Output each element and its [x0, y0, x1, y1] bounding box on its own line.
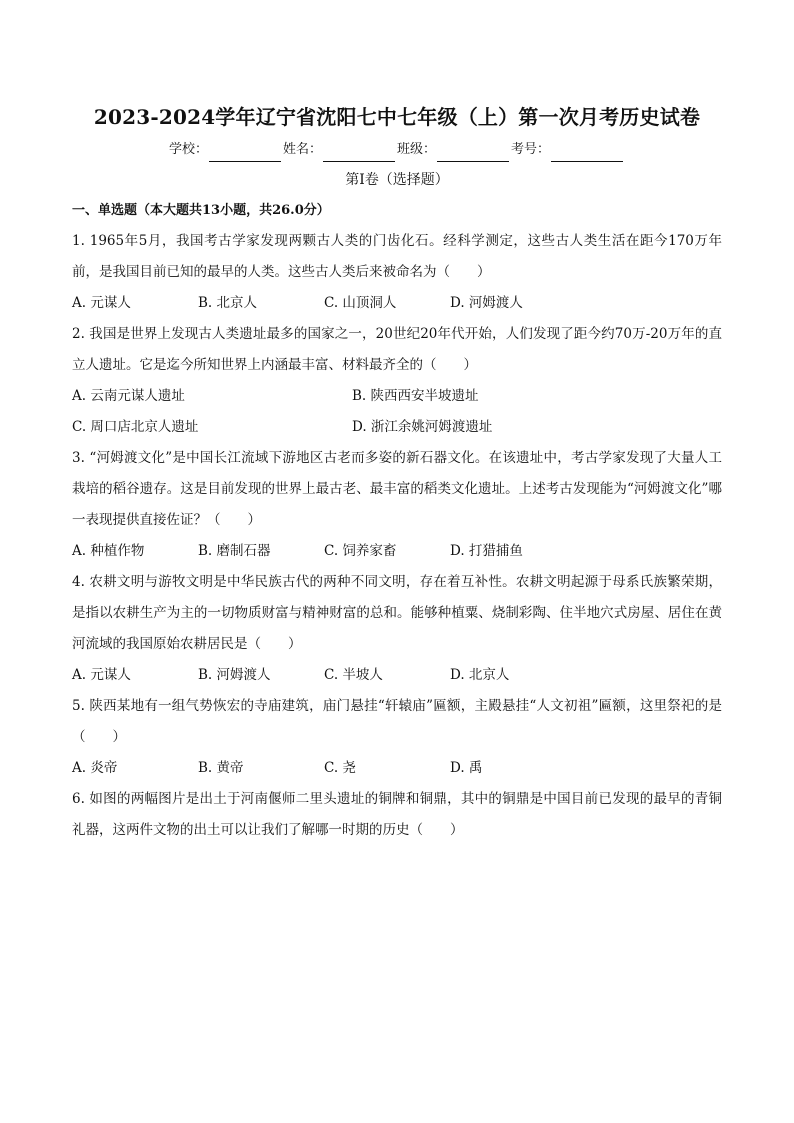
question-3: 3. “河姆渡文化”是中国长江流域下游地区古老而多姿的新石器文化。在该遗址中，考古学家发现了大量人工栽培的稻谷遗存。这是目前发现的世界上最古老、最丰富的稻类文化遗址。上述考古发现能为“河姆渡文化”哪一表现提供直接佐证？（ ） — [72, 450, 722, 528]
option-d: D. 浙江余姚河姆渡遗址 — [352, 419, 493, 435]
id-label: 考号： — [511, 142, 551, 157]
option-c: C. 饲养家畜 — [324, 543, 397, 559]
question-6: 6. 如图的两幅图片是出土于河南偃师二里头遗址的铜牌和铜鼎，其中的铜鼎是中国目前已发现的最早的青铜礼器，这两件文物的出土可以让我们了解哪一时期的历史（ ） — [72, 791, 722, 838]
exam-title: 2023-2024学年辽宁省沈阳七中七年级（上）第一次月考历史试卷 — [93, 105, 701, 129]
option-d: D. 禹 — [450, 760, 483, 776]
question-5-options — [72, 753, 722, 784]
question-1-options — [72, 288, 722, 319]
question-2: 2. 我国是世界上发现古人类遗址最多的国家之一，20世纪20年代开始，人们发现了距今约70万-20万年的直立人遗址。它是迄今所知世界上内涵最丰富、材料最齐全的（ ） — [72, 326, 722, 373]
option-d: D. 河姆渡人 — [450, 295, 523, 311]
question-4-options — [72, 660, 722, 691]
option-c: C. 半坡人 — [324, 667, 383, 683]
part-title: 一、单选题（本大题共13小题，共26.0分） — [72, 203, 330, 218]
option-c: C. 山顶洞人 — [324, 295, 397, 311]
question-2-options-row-2 — [72, 412, 722, 443]
option-b: B. 黄帝 — [198, 760, 244, 776]
option-a: A. 炎帝 — [72, 760, 118, 776]
option-a: A. 种植作物 — [72, 543, 145, 559]
option-a: A. 元谋人 — [72, 295, 131, 311]
question-5: 5. 陕西某地有一组气势恢宏的寺庙建筑，庙门悬挂“轩辕庙”匾额，主殿悬挂“人文初祖”匾额，这里祭祀的是（ ） — [72, 698, 722, 745]
question-2-options-row-1 — [72, 381, 722, 412]
option-a: A. 云南元谋人遗址 — [72, 388, 185, 404]
id-blank — [551, 147, 623, 162]
school-label: 学校： — [168, 142, 208, 157]
option-b: B. 河姆渡人 — [198, 667, 271, 683]
school-blank — [209, 147, 281, 162]
name-blank — [323, 147, 395, 162]
question-3-options — [72, 536, 722, 567]
option-b: B. 磨制石器 — [198, 543, 271, 559]
option-c: C. 尧 — [324, 760, 356, 776]
class-label: 班级： — [397, 142, 437, 157]
class-blank — [437, 147, 509, 162]
option-d: D. 北京人 — [450, 667, 510, 683]
section-title: 第Ⅰ卷（选择题） — [345, 172, 449, 188]
question-1: 1. 1965年5月，我国考古学家发现两颗古人类的门齿化石。经科学测定，这些古人类生活在距今170万年前，是我国目前已知的最早的人类。这些古人类后来被命名为（ ） — [72, 233, 722, 280]
option-b: B. 陕西西安半坡遗址 — [352, 388, 479, 404]
option-a: A. 元谋人 — [72, 667, 131, 683]
question-4: 4. 农耕文明与游牧文明是中华民族古代的两种不同文明，存在着互补性。农耕文明起源于母系氏族繁荣期，是指以农耕生产为主的一切物质财富与精神财富的总和。能够种植粟、烧制彩陶、住半地穴式房屋、居住在黄河流域的我国原始农耕居民是（ ） — [72, 574, 722, 652]
option-c: C. 周口店北京人遗址 — [72, 419, 199, 435]
student-info-line — [72, 138, 722, 162]
option-b: B. 北京人 — [198, 295, 258, 311]
name-label: 姓名： — [282, 142, 322, 157]
option-d: D. 打猎捕鱼 — [450, 543, 523, 559]
